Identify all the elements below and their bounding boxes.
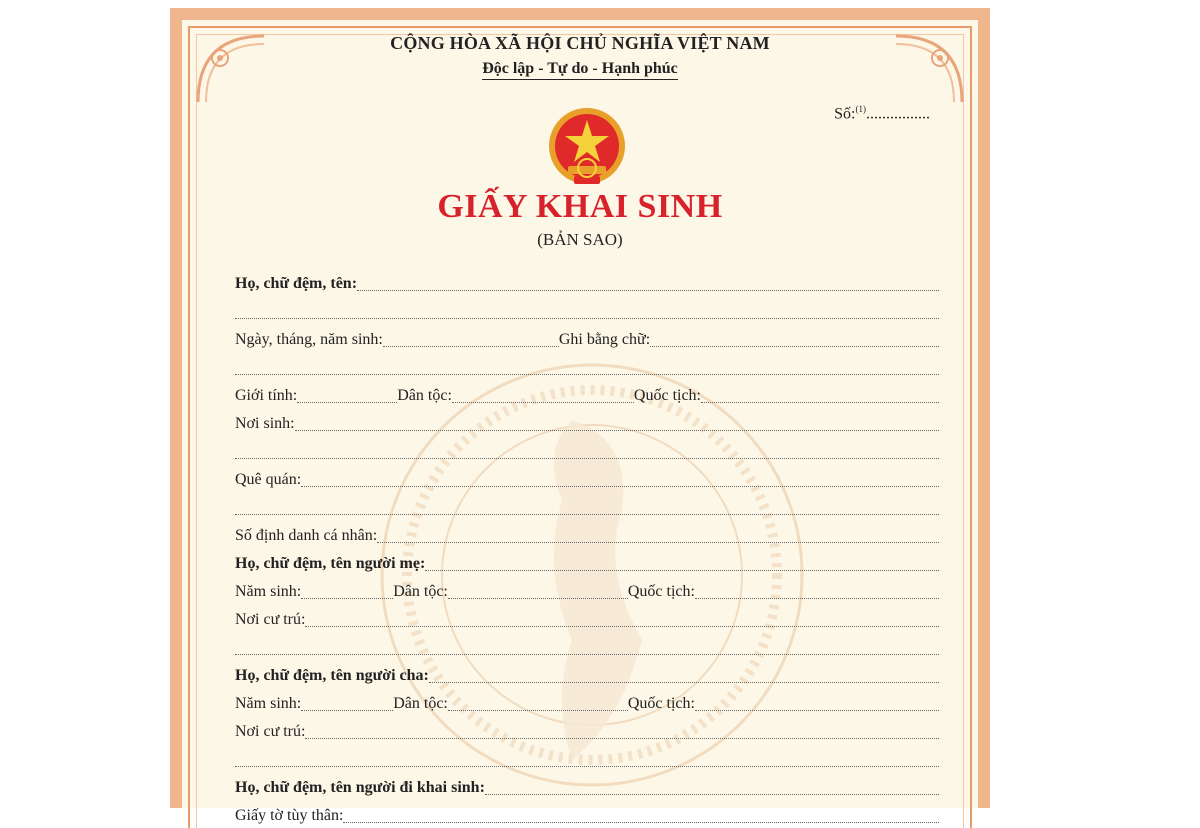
field-mother-name: Họ, chữ đệm, tên người mẹ: (235, 550, 939, 574)
field-mother-details: Năm sinh: Dân tộc: Quốc tịch: (235, 578, 939, 602)
field-father-name: Họ, chữ đệm, tên người cha: (235, 662, 939, 686)
document-title: GIẤY KHAI SINH (437, 188, 723, 225)
national-emblem-icon (544, 106, 630, 192)
number-label: Số: (834, 105, 856, 123)
field-gender-row: Giới tính: Dân tộc: Quốc tịch: (235, 382, 939, 406)
country-name: CỘNG HÒA XÃ HỘI CHỦ NGHĨA VIỆT NAM (390, 33, 770, 53)
field-father-residence: Nơi cư trú: (235, 718, 939, 742)
motto: Độc lập - Tự do - Hạnh phúc (482, 60, 678, 80)
document-subtitle: (BẢN SAO) (537, 230, 623, 249)
field-dob: Ngày, tháng, năm sinh: Ghi bằng chữ: (235, 326, 939, 350)
field-birthplace: Nơi sinh: (235, 410, 939, 434)
field-declarant-name: Họ, chữ đệm, tên người đi khai sinh: (235, 774, 939, 798)
certificate-number: Số:$^{(1)}$................ (834, 104, 930, 123)
field-id-document: Giấy tờ tùy thân: (235, 802, 939, 826)
field-personal-id: Số định danh cá nhân: (235, 522, 939, 546)
field-father-residence-cont (235, 746, 939, 770)
field-birthplace-cont (235, 438, 939, 462)
field-mother-residence-cont (235, 634, 939, 658)
field-full-name: Họ, chữ đệm, tên: (235, 270, 939, 294)
number-footnote: (1) (855, 104, 866, 114)
field-hometown: Quê quán: (235, 466, 939, 490)
field-hometown-cont (235, 494, 939, 518)
field-father-details: Năm sinh: Dân tộc: Quốc tịch: (235, 690, 939, 714)
field-full-name-cont (235, 298, 939, 322)
field-mother-residence: Nơi cư trú: (235, 606, 939, 630)
birth-certificate-page (170, 8, 990, 824)
field-dob-cont (235, 354, 939, 378)
